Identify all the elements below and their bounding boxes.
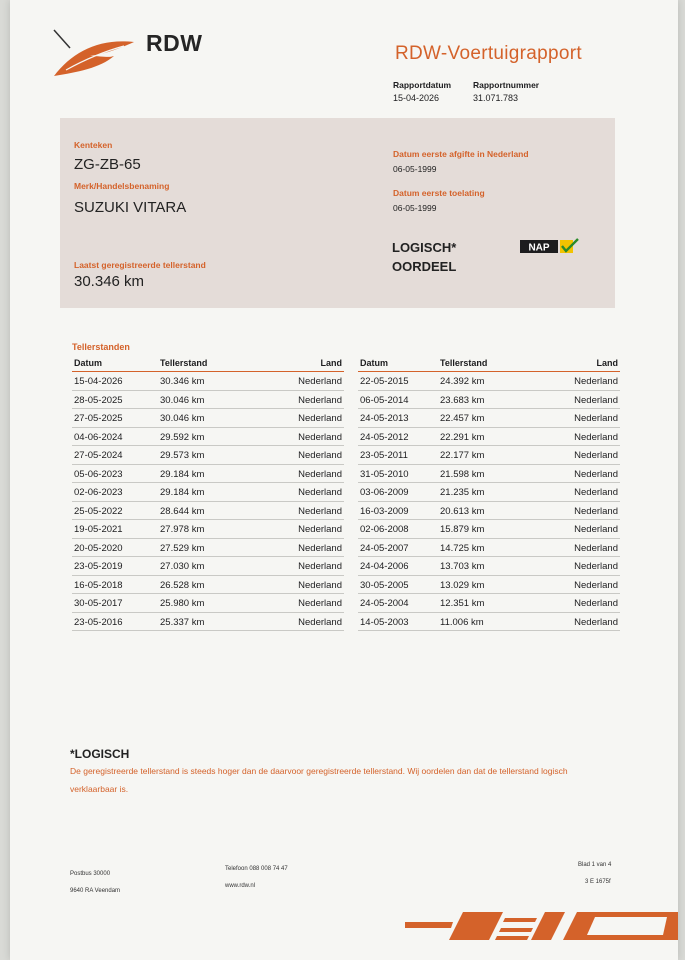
row-datum: 16-03-2009 xyxy=(360,505,409,517)
row-datum: 30-05-2017 xyxy=(74,598,123,609)
tellerstand-label: Laatst geregistreerde tellerstand xyxy=(74,260,206,270)
row-land: Nederland xyxy=(298,598,342,609)
table-row xyxy=(72,372,344,391)
row-land: Nederland xyxy=(298,431,342,443)
row-tellerstand: 13.703 km xyxy=(440,561,485,572)
table-row xyxy=(72,576,344,595)
table-row xyxy=(72,557,344,576)
row-datum: 24-05-2004 xyxy=(360,598,409,609)
table-row xyxy=(72,391,344,410)
row-land: Nederland xyxy=(574,431,618,443)
footer-plaats: 9640 RA Veendam xyxy=(70,888,121,894)
row-land: Nederland xyxy=(298,542,342,554)
row-tellerstand: 11.006 km xyxy=(440,616,484,628)
row-tellerstand: 13.029 km xyxy=(440,579,485,591)
table-header xyxy=(72,357,344,372)
row-land: Nederland xyxy=(574,616,618,628)
kenteken-label: Kenteken xyxy=(74,140,113,150)
footer-website: www.rdw.nl xyxy=(225,883,256,889)
table-row xyxy=(72,428,344,447)
row-tellerstand: 29.592 km xyxy=(160,431,205,443)
row-tellerstand: 29.573 km xyxy=(160,450,205,461)
rapportnummer-block xyxy=(473,80,539,103)
row-land: Nederland xyxy=(574,394,618,406)
row-tellerstand: 24.392 km xyxy=(440,376,485,387)
row-datum: 23-05-2011 xyxy=(360,450,408,461)
table-row xyxy=(72,539,344,558)
row-land: Nederland xyxy=(574,579,618,591)
row-datum: 16-05-2018 xyxy=(74,579,123,591)
footer-blad: Blad 1 van 4 xyxy=(578,862,612,868)
rapportdatum-value: 15-04-2026 xyxy=(393,93,440,103)
row-land: Nederland xyxy=(574,542,618,554)
row-land: Nederland xyxy=(298,468,342,480)
row-datum: 25-05-2022 xyxy=(74,505,123,517)
row-land: Nederland xyxy=(574,468,618,480)
row-land: Nederland xyxy=(574,524,618,535)
row-datum: 24-04-2006 xyxy=(360,561,409,572)
row-tellerstand: 22.457 km xyxy=(440,413,485,424)
row-datum: 14-05-2003 xyxy=(360,616,409,628)
footer-postbus: Postbus 30000 xyxy=(70,871,111,877)
rdw-feather-logo-icon xyxy=(44,26,136,82)
footer-telefoon: Telefoon 088 008 74 47 xyxy=(225,866,288,872)
rdw-logo-text: RDW xyxy=(146,30,203,56)
table-row xyxy=(358,613,620,632)
tellerstanden-table-left xyxy=(72,357,344,631)
table-row xyxy=(72,465,344,484)
row-land: Nederland xyxy=(574,598,618,609)
row-land: Nederland xyxy=(298,487,342,498)
tellerstand-value: 30.346 km xyxy=(74,273,145,290)
row-datum: 02-06-2023 xyxy=(74,487,123,498)
table-row xyxy=(72,520,344,539)
table-row xyxy=(358,391,620,410)
row-land: Nederland xyxy=(574,561,618,572)
oordeel-block xyxy=(392,238,456,276)
table-row xyxy=(72,594,344,613)
row-datum: 24-05-2007 xyxy=(360,542,409,554)
row-tellerstand: 26.528 km xyxy=(160,579,205,591)
table-row xyxy=(358,594,620,613)
row-datum: 28-05-2025 xyxy=(74,394,123,406)
merk-label: Merk/Handelsbenaming xyxy=(74,181,170,191)
table-header xyxy=(358,357,620,372)
row-tellerstand: 29.184 km xyxy=(160,468,205,480)
row-tellerstand: 30.046 km xyxy=(160,413,205,424)
row-datum: 27-05-2025 xyxy=(74,413,123,424)
row-tellerstand: 21.235 km xyxy=(440,487,485,498)
table-row xyxy=(72,409,344,428)
row-land: Nederland xyxy=(298,505,342,517)
row-datum: 20-05-2020 xyxy=(74,542,123,554)
logisch-note-title: *LOGISCH xyxy=(70,747,130,761)
row-datum: 19-05-2021 xyxy=(74,524,123,535)
row-tellerstand: 20.613 km xyxy=(440,505,485,517)
row-tellerstand: 14.725 km xyxy=(440,542,485,554)
row-datum: 23-05-2016 xyxy=(74,616,123,628)
header-land: Land xyxy=(320,358,342,368)
row-land: Nederland xyxy=(574,487,618,498)
header-tellerstand: Tellerstand xyxy=(440,358,488,368)
row-datum: 23-05-2019 xyxy=(74,561,123,572)
rdw-stripes-decoration-icon xyxy=(405,908,678,944)
table-row xyxy=(358,576,620,595)
row-datum: 03-06-2009 xyxy=(360,487,409,498)
row-tellerstand: 22.291 km xyxy=(440,431,485,443)
row-tellerstand: 12.351 km xyxy=(440,598,485,609)
row-land: Nederland xyxy=(298,579,342,591)
kenteken-value: ZG-ZB-65 xyxy=(74,156,141,173)
table-row xyxy=(358,520,620,539)
table-row xyxy=(358,557,620,576)
table-row xyxy=(358,428,620,447)
row-land: Nederland xyxy=(574,450,618,461)
vehicle-info-box xyxy=(60,118,615,308)
header-land: Land xyxy=(596,358,618,368)
row-tellerstand: 22.177 km xyxy=(440,450,485,461)
rapportdatum-block xyxy=(393,80,451,103)
table-row xyxy=(358,409,620,428)
afgifte-value: 06-05-1999 xyxy=(393,164,437,174)
rapportnummer-label: Rapportnummer xyxy=(473,80,540,90)
table-row xyxy=(358,483,620,502)
rapportnummer-value: 31.071.783 xyxy=(473,93,519,103)
table-row xyxy=(358,502,620,521)
table-row xyxy=(72,502,344,521)
row-datum: 15-04-2026 xyxy=(74,376,123,387)
row-tellerstand: 29.184 km xyxy=(160,487,205,498)
header-datum: Datum xyxy=(360,358,389,368)
row-tellerstand: 27.529 km xyxy=(160,542,205,554)
table-row xyxy=(358,372,620,391)
tellerstanden-title: Tellerstanden xyxy=(72,342,130,352)
row-tellerstand: 21.598 km xyxy=(440,468,485,480)
table-row xyxy=(72,483,344,502)
nap-logo-text: NAP xyxy=(528,242,550,254)
row-land: Nederland xyxy=(574,376,618,387)
row-datum: 05-06-2023 xyxy=(74,468,123,480)
row-datum: 27-05-2024 xyxy=(74,450,123,461)
row-tellerstand: 27.978 km xyxy=(160,524,205,535)
header-datum: Datum xyxy=(74,358,103,368)
row-land: Nederland xyxy=(574,505,618,517)
row-land: Nederland xyxy=(574,413,618,424)
nap-logo-icon xyxy=(520,238,580,258)
table-row xyxy=(358,465,620,484)
afgifte-label: Datum eerste afgifte in Nederland xyxy=(393,149,529,159)
footer-code: 3 E 1675f xyxy=(585,879,611,885)
row-tellerstand: 30.046 km xyxy=(160,394,205,406)
table-row xyxy=(72,446,344,465)
row-land: Nederland xyxy=(298,524,342,535)
row-land: Nederland xyxy=(298,413,342,424)
oordeel-line1: LOGISCH* xyxy=(392,240,457,255)
report-title: RDW-Voertuigrapport xyxy=(395,43,582,64)
oordeel-line2: OORDEEL xyxy=(392,259,457,274)
row-datum: 24-05-2013 xyxy=(360,413,409,424)
row-datum: 04-06-2024 xyxy=(74,431,123,443)
logisch-note-text: De geregistreerde tellerstand is steeds hoger dan de daarvoor geregistreerde tellerstand. Wij oordelen dan dat de tellerstand logisch verklaarbaar is. xyxy=(70,766,568,794)
row-tellerstand: 25.980 km xyxy=(160,598,205,609)
table-row xyxy=(358,539,620,558)
table-row xyxy=(358,446,620,465)
tellerstanden-table-right xyxy=(358,357,620,631)
row-land: Nederland xyxy=(298,394,342,406)
row-tellerstand: 15.879 km xyxy=(440,524,485,535)
toelating-value: 06-05-1999 xyxy=(393,203,437,213)
row-datum: 02-06-2008 xyxy=(360,524,409,535)
row-datum: 31-05-2010 xyxy=(360,468,409,480)
row-datum: 06-05-2014 xyxy=(360,394,409,406)
toelating-label: Datum eerste toelating xyxy=(393,188,485,198)
report-page xyxy=(10,0,678,960)
header-tellerstand: Tellerstand xyxy=(160,358,208,368)
row-tellerstand: 28.644 km xyxy=(160,505,205,517)
row-datum: 30-05-2005 xyxy=(360,579,409,591)
row-datum: 24-05-2012 xyxy=(360,431,409,443)
row-land: Nederland xyxy=(298,376,342,387)
rapportdatum-label: Rapportdatum xyxy=(393,80,452,90)
merk-value: SUZUKI VITARA xyxy=(74,199,187,216)
row-land: Nederland xyxy=(298,450,342,461)
row-tellerstand: 27.030 km xyxy=(160,561,205,572)
row-tellerstand: 25.337 km xyxy=(160,616,205,628)
row-tellerstand: 23.683 km xyxy=(440,394,485,406)
row-tellerstand: 30.346 km xyxy=(160,376,205,387)
row-land: Nederland xyxy=(298,616,342,628)
table-row xyxy=(72,613,344,632)
row-datum: 22-05-2015 xyxy=(360,376,409,387)
row-land: Nederland xyxy=(298,561,342,572)
